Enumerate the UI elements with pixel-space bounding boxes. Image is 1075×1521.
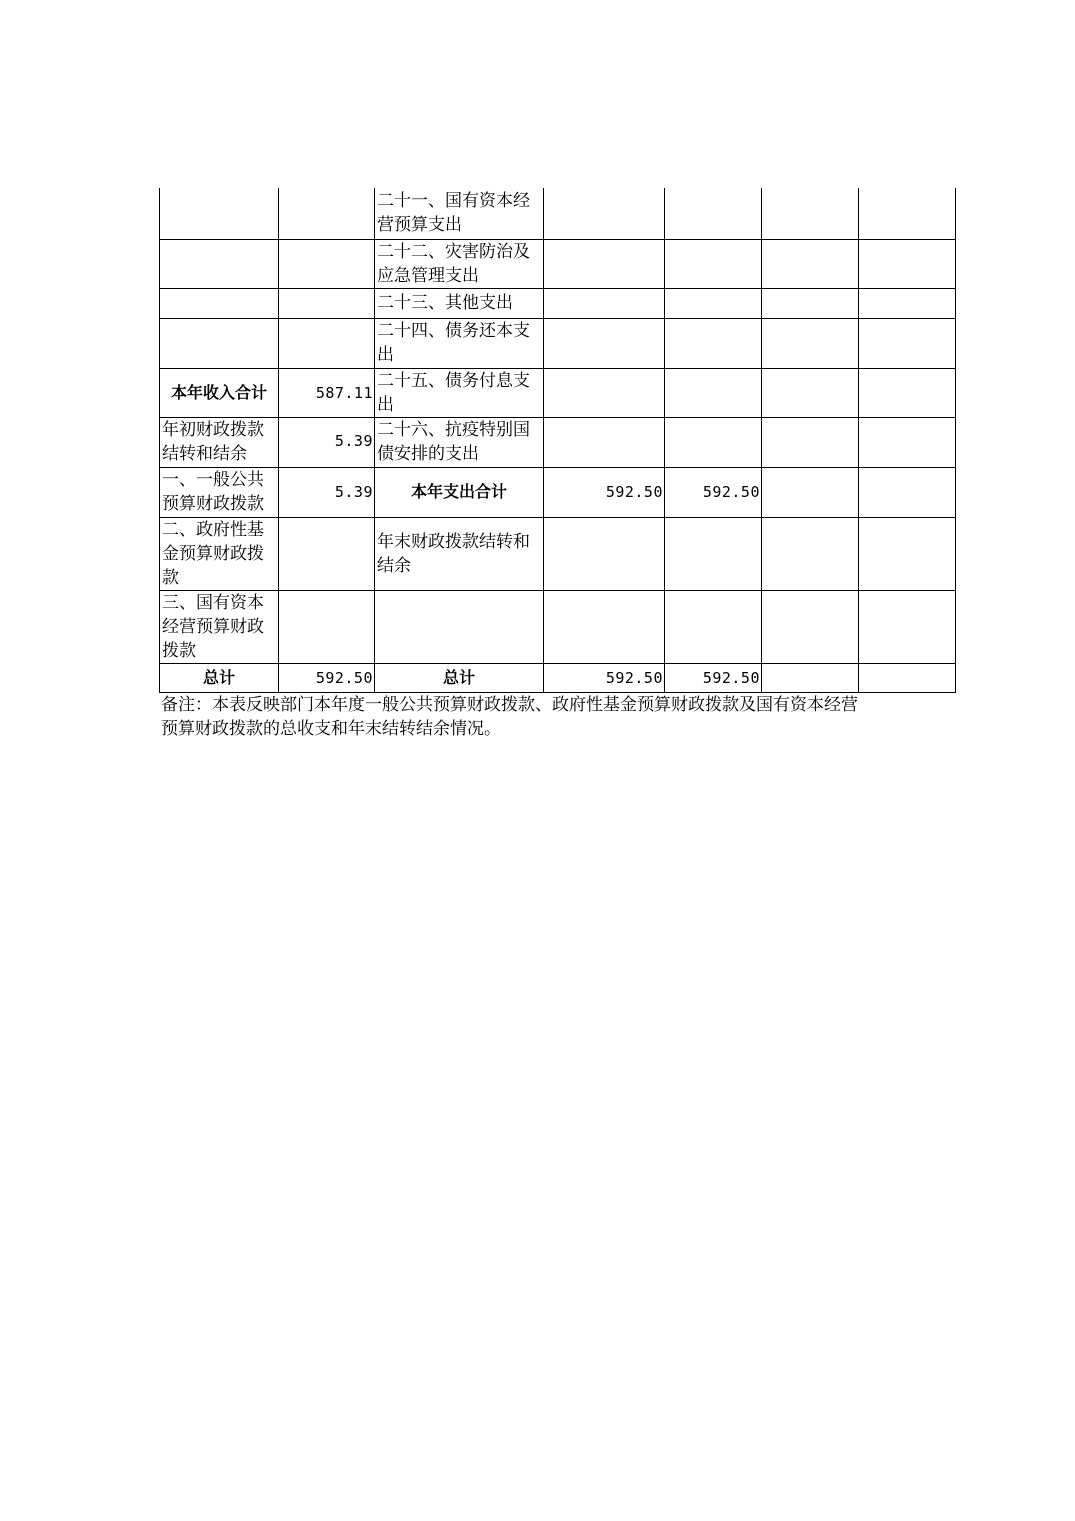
capital-budget-cell — [859, 467, 956, 517]
expense-item-cell: 本年支出合计 — [375, 467, 544, 517]
capital-budget-cell — [859, 288, 956, 318]
expense-total-cell — [544, 318, 665, 368]
expense-item-cell: 二十三、其他支出 — [375, 288, 544, 318]
income-item-cell: 二、政府性基金预算财政拨款 — [160, 517, 279, 590]
table-row — [160, 467, 956, 517]
income-item-cell: 本年收入合计 — [160, 368, 279, 417]
table-row — [160, 590, 956, 663]
fund-budget-cell — [762, 318, 859, 368]
table-row — [160, 368, 956, 417]
income-item-cell: 三、国有资本经营预算财政拨款 — [160, 590, 279, 663]
expense-item-cell: 二十六、抗疫特别国债安排的支出 — [375, 417, 544, 467]
income-item-cell — [160, 188, 279, 239]
table-row — [160, 417, 956, 467]
remark-note: 备注：本表反映部门本年度一般公共预算财政拨款、政府性基金预算财政拨款及国有资本经营预算财政拨款的总收支和年末结转结余情况。 — [161, 695, 858, 739]
general-budget-cell: 592.50 — [665, 663, 762, 692]
table-row — [160, 239, 956, 288]
general-budget-cell: 592.50 — [665, 467, 762, 517]
income-item-cell — [160, 288, 279, 318]
expense-total-cell: 592.50 — [544, 467, 665, 517]
general-budget-cell — [665, 188, 762, 239]
general-budget-cell — [665, 288, 762, 318]
income-amount-cell: 587.11 — [279, 368, 375, 417]
expense-item-cell: 二十四、债务还本支出 — [375, 318, 544, 368]
income-item-cell: 年初财政拨款结转和结余 — [160, 417, 279, 467]
general-budget-cell — [665, 318, 762, 368]
general-budget-cell — [665, 368, 762, 417]
general-budget-cell — [665, 417, 762, 467]
income-amount-cell — [279, 239, 375, 288]
fund-budget-cell — [762, 467, 859, 517]
capital-budget-cell — [859, 417, 956, 467]
fund-budget-cell — [762, 188, 859, 239]
capital-budget-cell — [859, 590, 956, 663]
expense-total-cell — [544, 368, 665, 417]
expense-total-cell — [544, 188, 665, 239]
expense-total-cell — [544, 517, 665, 590]
capital-budget-cell — [859, 239, 956, 288]
income-amount-cell — [279, 188, 375, 239]
expense-total-cell — [544, 590, 665, 663]
income-amount-cell — [279, 288, 375, 318]
budget-table — [159, 188, 956, 693]
fund-budget-cell — [762, 417, 859, 467]
income-item-cell: 一、一般公共预算财政拨款 — [160, 467, 279, 517]
income-amount-cell: 5.39 — [279, 417, 375, 467]
income-item-cell — [160, 239, 279, 288]
fund-budget-cell — [762, 517, 859, 590]
expense-total-cell — [544, 288, 665, 318]
table-row — [160, 188, 956, 239]
expense-item-cell — [375, 590, 544, 663]
expense-item-cell: 年末财政拨款结转和结余 — [375, 517, 544, 590]
fund-budget-cell — [762, 288, 859, 318]
capital-budget-cell — [859, 188, 956, 239]
income-amount-cell — [279, 517, 375, 590]
expense-item-cell: 二十一、国有资本经营预算支出 — [375, 188, 544, 239]
capital-budget-cell — [859, 368, 956, 417]
income-amount-cell: 5.39 — [279, 467, 375, 517]
expense-total-cell: 592.50 — [544, 663, 665, 692]
expense-item-cell: 二十五、债务付息支出 — [375, 368, 544, 417]
fund-budget-cell — [762, 239, 859, 288]
expense-total-cell — [544, 417, 665, 467]
capital-budget-cell — [859, 318, 956, 368]
capital-budget-cell — [859, 517, 956, 590]
table-row — [160, 288, 956, 318]
expense-total-cell — [544, 239, 665, 288]
income-item-cell — [160, 318, 279, 368]
expense-item-cell: 总计 — [375, 663, 544, 692]
expense-item-cell: 二十二、灾害防治及应急管理支出 — [375, 239, 544, 288]
fund-budget-cell — [762, 590, 859, 663]
income-item-cell: 总计 — [160, 663, 279, 692]
capital-budget-cell — [859, 663, 956, 692]
income-amount-cell — [279, 590, 375, 663]
table-row — [160, 663, 956, 692]
table-row — [160, 517, 956, 590]
income-amount-cell: 592.50 — [279, 663, 375, 692]
fund-budget-cell — [762, 663, 859, 692]
general-budget-cell — [665, 239, 762, 288]
fund-budget-cell — [762, 368, 859, 417]
table-row — [160, 318, 956, 368]
general-budget-cell — [665, 517, 762, 590]
income-amount-cell — [279, 318, 375, 368]
general-budget-cell — [665, 590, 762, 663]
